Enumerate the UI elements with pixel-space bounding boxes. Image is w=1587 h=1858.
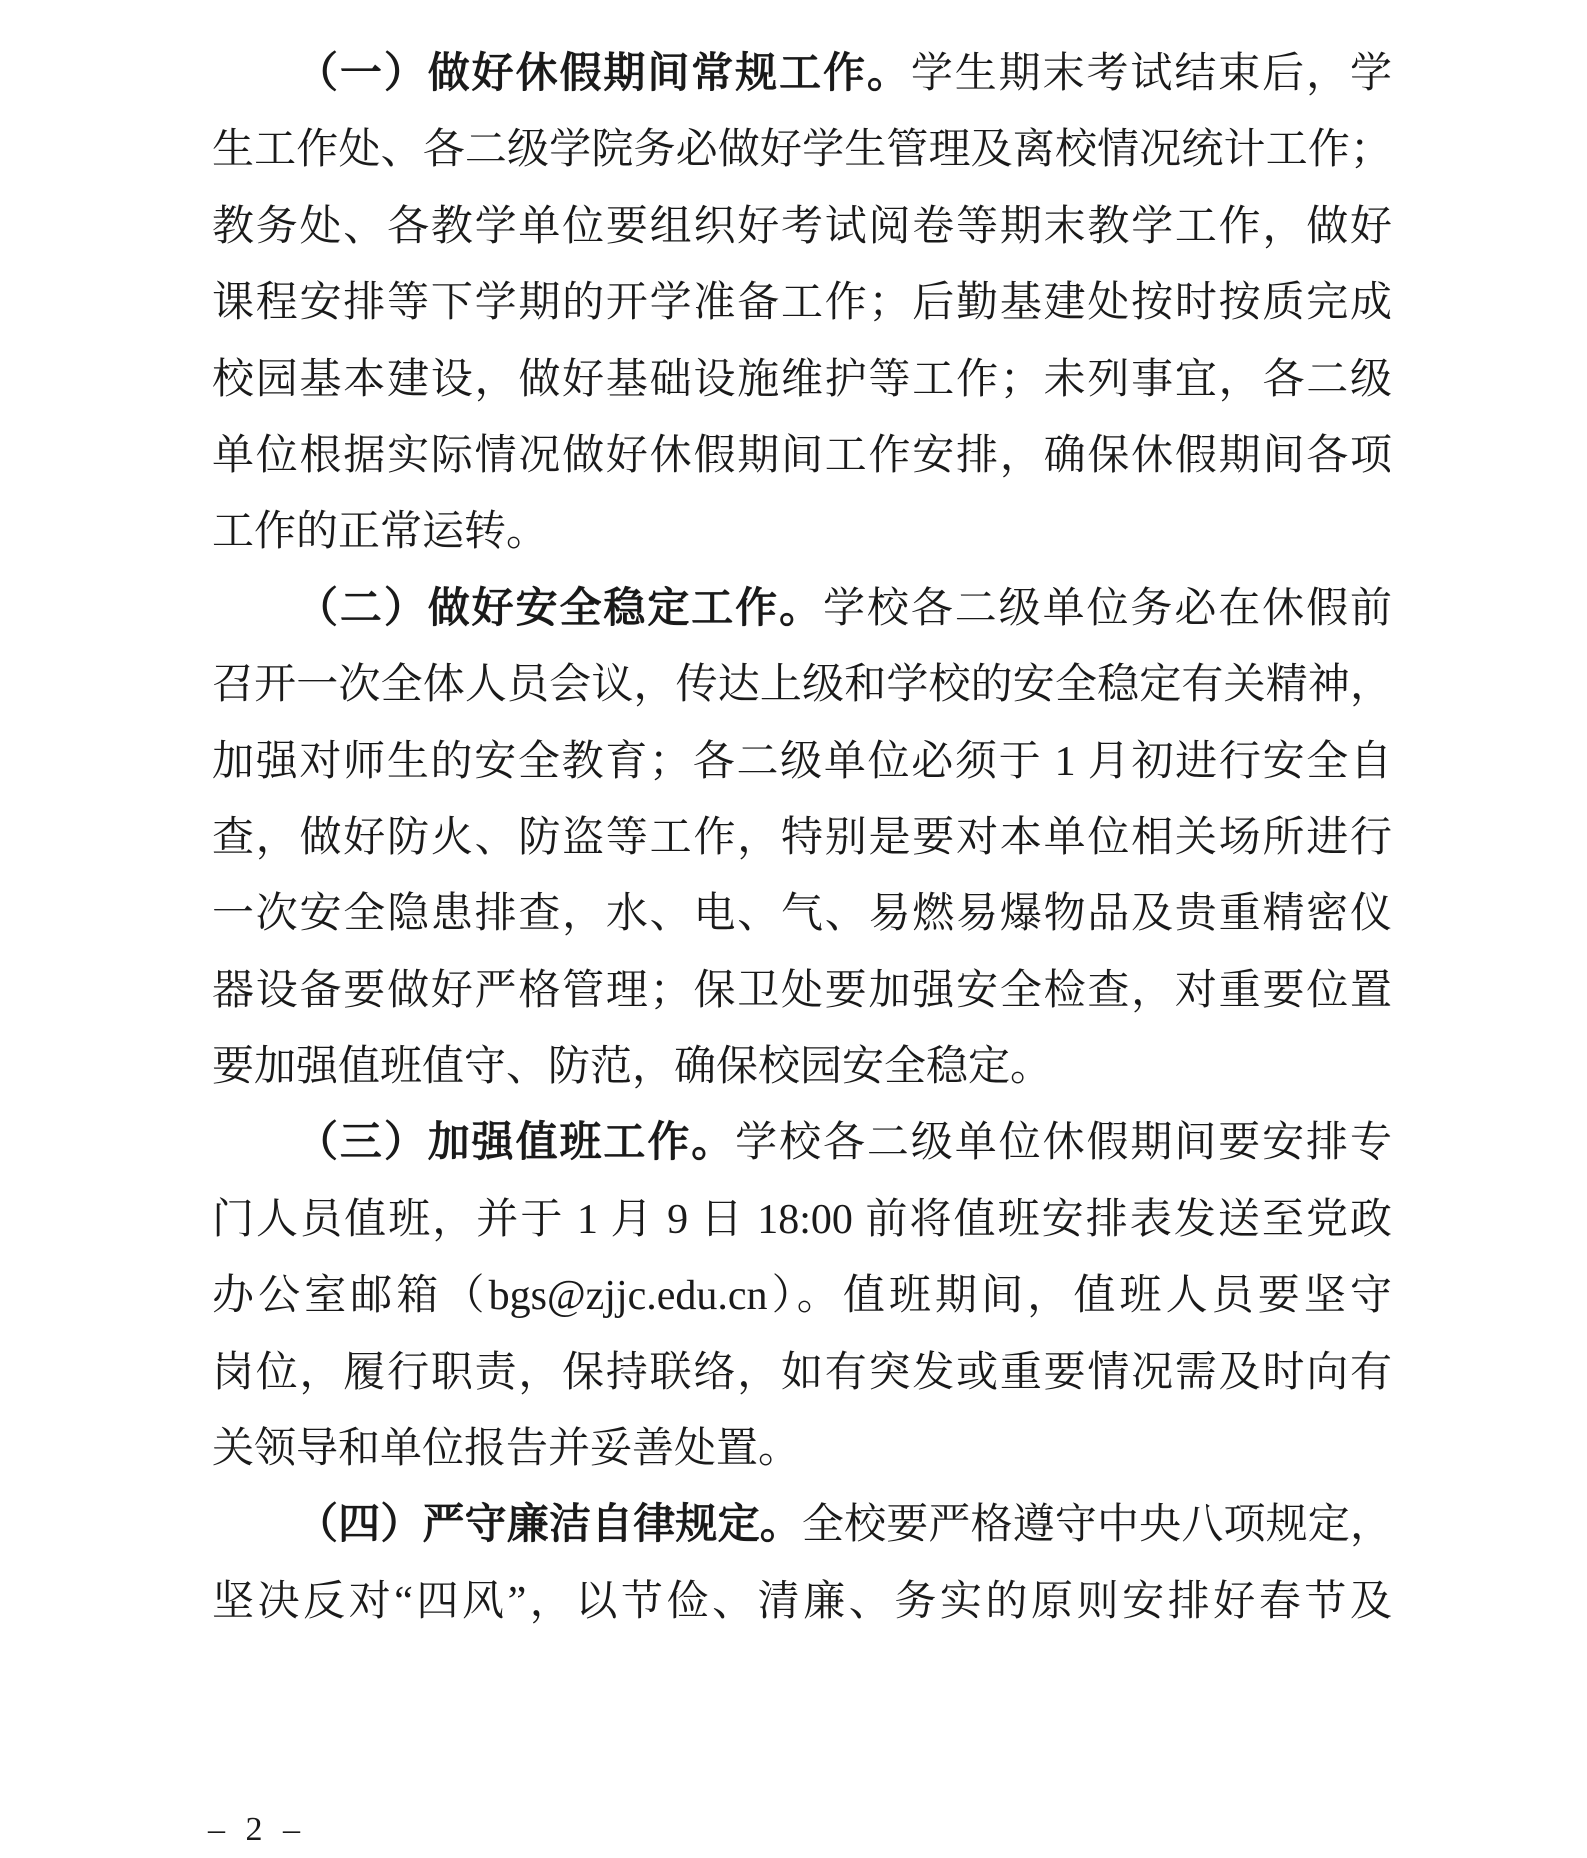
document-body <box>212 36 1392 1640</box>
text-line: 生工作处、各二级学院务必做好学生管理及离校情况统计工作； <box>212 127 1392 174</box>
text-line: 门人员值班，并于 1 月 9 日 18:00 前将值班安排表发送至党政 <box>212 1196 1392 1243</box>
text-line: 单位根据实际情况做好休假期间工作安排，确保休假期间各项 <box>212 432 1392 479</box>
text-line: （二）做好安全稳定工作。学校各二级单位务必在休假前 <box>296 585 1392 632</box>
section-heading: （四）严守廉洁自律规定。 <box>296 1502 802 1549</box>
text-line: 课程安排等下学期的开学准备工作；后勤基建处按时按质完成 <box>212 280 1392 327</box>
text-line: （一）做好休假期间常规工作。学生期末考试结束后，学 <box>296 51 1392 97</box>
text-line: 关领导和单位报告并妥善处置。 <box>212 1426 801 1473</box>
text-line: 器设备要做好严格管理；保卫处要加强安全检查，对重要位置 <box>212 967 1392 1014</box>
text-line: 教务处、各教学单位要组织好考试阅卷等期末教学工作，做好 <box>212 203 1392 250</box>
text-line: 要加强值班值守、防范，确保校园安全稳定。 <box>212 1044 1053 1091</box>
section-heading: （二）做好安全稳定工作。 <box>296 585 823 632</box>
text-line: 召开一次全体人员会议，传达上级和学校的安全稳定有关精神， <box>212 662 1392 709</box>
text-line: 校园基本建设，做好基础设施维护等工作；未列事宜，各二级 <box>212 356 1392 403</box>
text-line: 办公室邮箱（bgs@zjjc.edu.cn）。值班期间，值班人员要坚守 <box>212 1273 1392 1320</box>
text-line: 加强对师生的安全教育；各二级单位必须于 1 月初进行安全自 <box>212 738 1392 785</box>
text-line: 岗位，履行职责，保持联络，如有突发或重要情况需及时向有 <box>212 1349 1392 1396</box>
text-line: 坚决反对“四风”，以节俭、清廉、务实的原则安排好春节及 <box>212 1578 1392 1625</box>
section-heading: （三）加强值班工作。 <box>296 1120 736 1167</box>
text-line: 工作的正常运转。 <box>212 509 549 556</box>
page-number: – 2 – <box>208 1811 306 1848</box>
text-line: 一次安全隐患排查，水、电、气、易燃易爆物品及贵重精密仪 <box>212 891 1392 938</box>
text-line: 查，做好防火、防盗等工作，特别是要对本单位相关场所进行 <box>212 814 1392 861</box>
text-line: （四）严守廉洁自律规定。全校要严格遵守中央八项规定， <box>296 1502 1392 1549</box>
text-line: （三）加强值班工作。学校各二级单位休假期间要安排专 <box>296 1120 1392 1167</box>
section-heading: （一）做好休假期间常规工作。 <box>296 51 911 97</box>
